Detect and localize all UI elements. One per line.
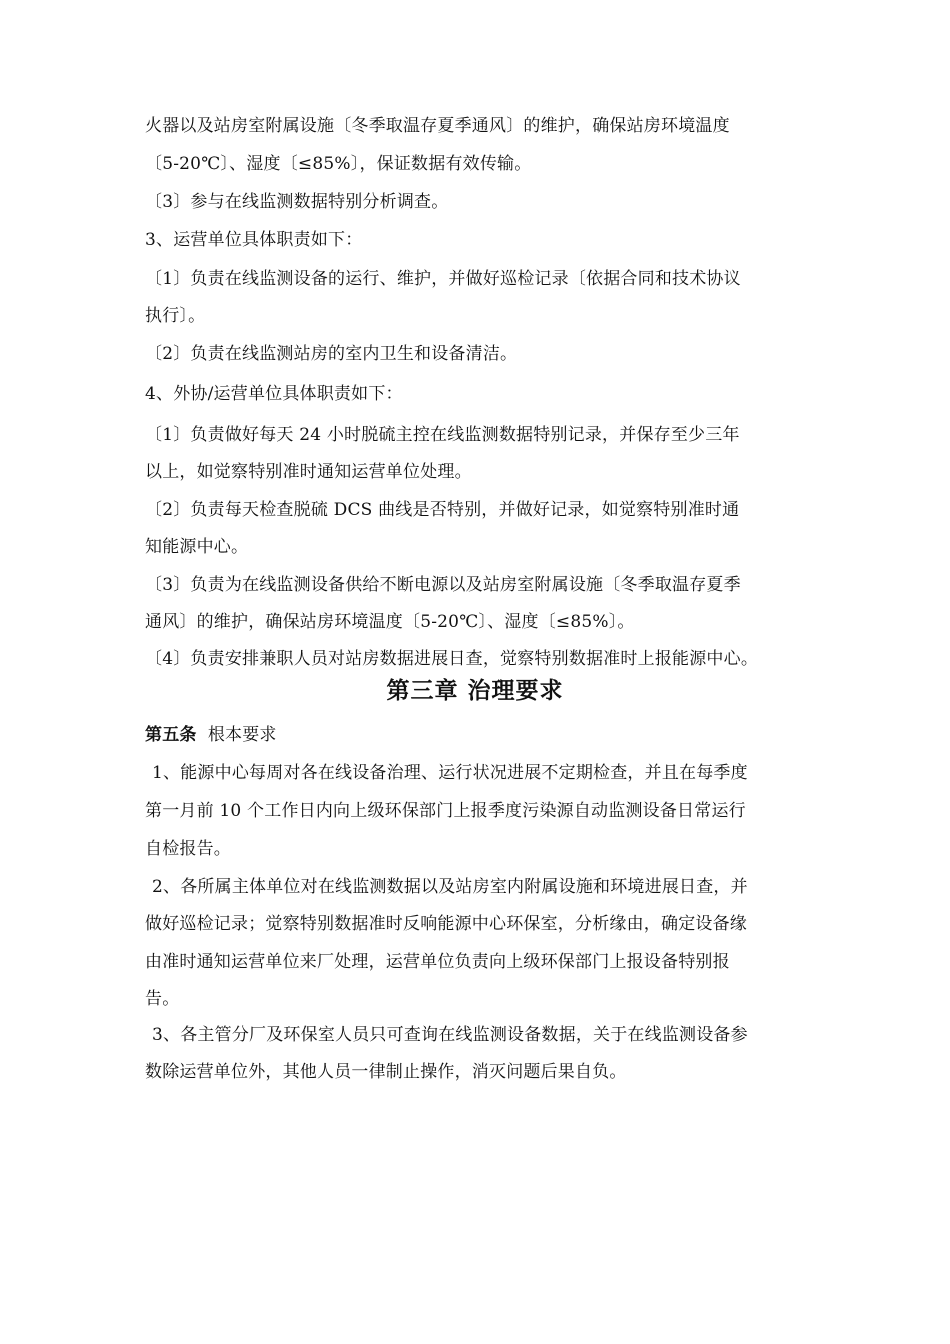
text-line: 以上，如觉察特别准时通知运营单位处理。: [145, 462, 472, 482]
text-line: 知能源中心。: [145, 537, 249, 557]
text-line: 3、运营单位具体职责如下：: [145, 230, 363, 250]
body-line: 自检报告。: [145, 839, 231, 859]
text-line: 〔1〕负责做好每天 24 小时脱硫主控在线监测数据特别记录，并保存至少三年: [145, 425, 740, 445]
text-line: 〔2〕负责每天检查脱硫 DCS 曲线是否特别，并做好记录，如觉察特别准时通: [145, 500, 740, 520]
article-heading: [145, 724, 277, 746]
text-line: 4、外协/运营单位具体职责如下：: [145, 384, 403, 404]
text-line: 〔1〕负责在线监测设备的运行、维护，并做好巡检记录〔依据合同和技术协议: [145, 269, 741, 289]
body-line: 由准时通知运营单位来厂处理，运营单位负责向上级环保部门上报设备特别报: [145, 952, 730, 972]
body-line: 第一月前 10 个工作日内向上级环保部门上报季度污染源自动监测设备日常运行: [145, 801, 746, 821]
body-line: 1、能源中心每周对各在线设备治理、运行状况进展不定期检查，并且在每季度: [152, 763, 748, 783]
body-line: 3、各主管分厂及环保室人员只可查询在线监测设备数据，关于在线监测设备参: [152, 1025, 748, 1045]
body-line: 2、各所属主体单位对在线监测数据以及站房室内附属设施和环境进展日查，并: [152, 877, 748, 897]
article-title: 根本要求: [207, 725, 277, 745]
text-line: 〔2〕负责在线监测站房的室内卫生和设备清洁。: [145, 344, 518, 364]
chapter-title: 第三章 治理要求: [386, 677, 564, 704]
text-line: 火器以及站房室附属设施〔冬季取温存夏季通风〕的维护，确保站房环境温度: [145, 116, 730, 136]
text-line: 〔3〕负责为在线监测设备供给不断电源以及站房室附属设施〔冬季取温存夏季: [145, 575, 741, 595]
text-line: 〔3〕参与在线监测数据特别分析调查。: [145, 192, 449, 212]
text-line: 〔4〕负责安排兼职人员对站房数据进展日查，觉察特别数据准时上报能源中心。: [145, 649, 759, 669]
article-label: 第五条: [145, 725, 197, 745]
text-line: 执行〕。: [145, 306, 206, 326]
body-line: 告。: [145, 989, 180, 1009]
text-line: 通风〕的维护，确保站房环境温度〔5-20℃〕、湿度〔≤85%〕。: [145, 612, 635, 632]
body-line: 数除运营单位外，其他人员一律制止操作，消灭问题后果自负。: [145, 1062, 627, 1082]
body-line: 做好巡检记录；觉察特别数据准时反响能源中心环保室，分析缘由，确定设备缘: [145, 914, 747, 934]
text-line: 〔5-20℃〕、湿度〔≤85%〕，保证数据有效传输。: [145, 154, 532, 174]
